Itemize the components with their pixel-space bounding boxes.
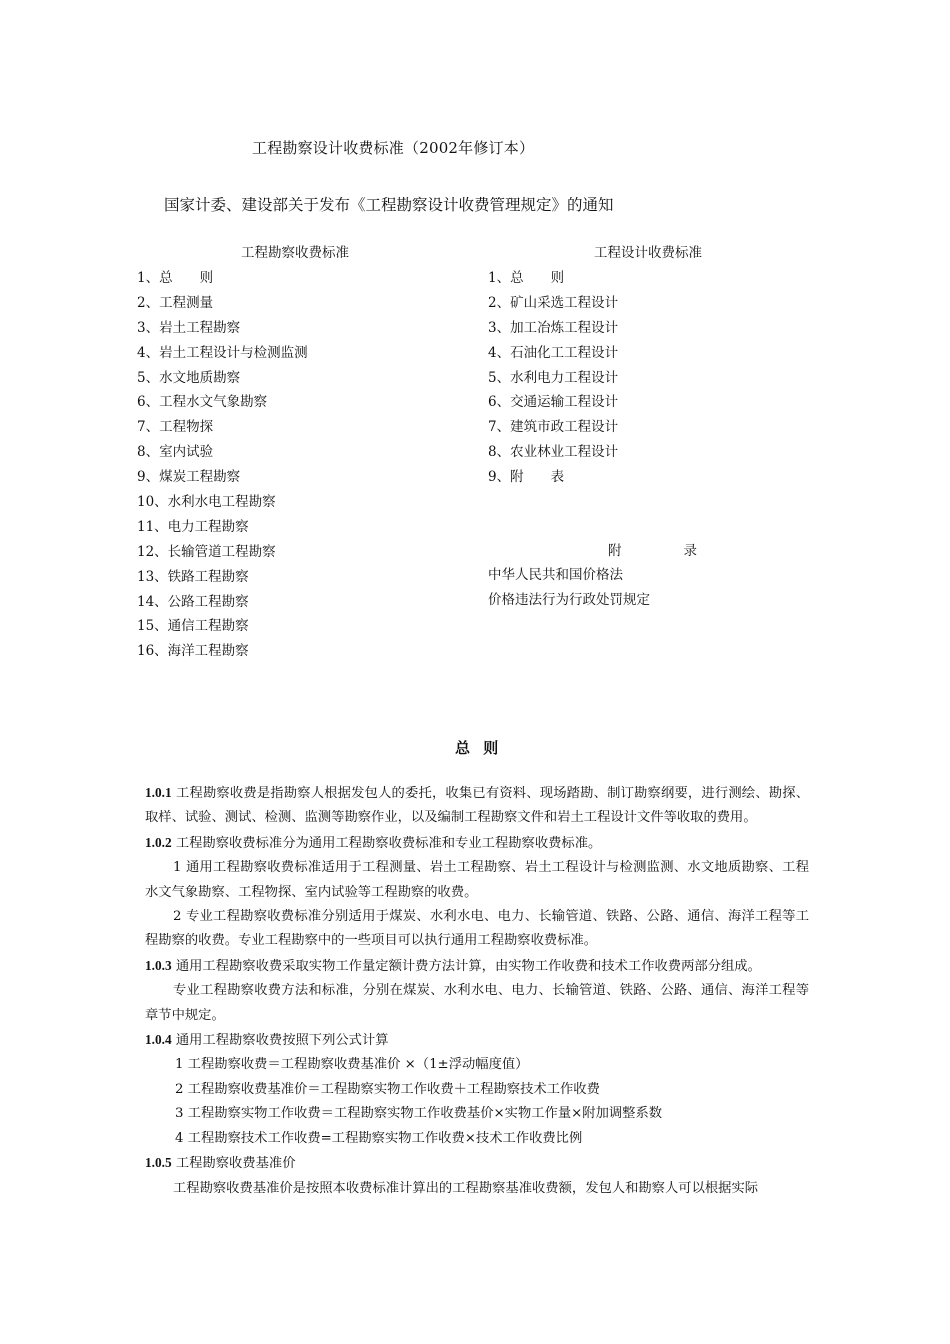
clause-number: 1.0.4 bbox=[145, 1032, 172, 1048]
clause-1-0-3 bbox=[145, 954, 809, 979]
appendix-heading-part: 附 bbox=[608, 543, 622, 559]
toc-item: 9、附 表 bbox=[488, 469, 565, 486]
toc-item: 11、电力工程勘察 bbox=[137, 518, 249, 535]
clause-text: 工程勘察收费是指勘察人根据发包人的委托，收集已有资料、现场踏勘、制订勘察纲要，进行测绘、勘探、取样、试验、测试、检测、监测等勘察作业，以及编制工程勘察文件和岩土工程设计文件等收取的费用。 bbox=[145, 786, 809, 826]
toc-item: 4、岩土工程设计与检测监测 bbox=[137, 344, 308, 361]
clause-number: 1.0.1 bbox=[145, 785, 172, 800]
clause-1-0-4 bbox=[145, 1028, 809, 1053]
toc-item: 10、水利水电工程勘察 bbox=[137, 494, 276, 511]
section-body bbox=[145, 781, 809, 1201]
formula-line: 1 工程勘察收费＝工程勘察收费基准价 ×（1±浮动幅度值） bbox=[175, 1057, 529, 1073]
document-title: 工程勘察设计收费标准（2002年修订本） bbox=[252, 139, 535, 157]
clause-number: 1.0.5 bbox=[145, 1155, 172, 1171]
toc-item: 13、铁路工程勘察 bbox=[137, 568, 249, 585]
toc-survey-heading: 工程勘察收费标准 bbox=[241, 245, 349, 261]
toc-item: 8、农业林业工程设计 bbox=[488, 444, 619, 461]
appendix-list bbox=[488, 563, 650, 613]
toc-item: 15、通信工程勘察 bbox=[137, 618, 249, 635]
clause-paragraph: 2 专业工程勘察收费标准分别适用于煤炭、水利水电、电力、长输管道、铁路、公路、通信、海洋工程等工程勘察的收费。专业工程勘察中的一些项目可以执行通用工程勘察收费标准。 bbox=[145, 909, 809, 949]
toc-item: 14、公路工程勘察 bbox=[137, 593, 249, 610]
document-subtitle: 国家计委、建设部关于发布《工程勘察设计收费管理规定》的通知 bbox=[164, 196, 614, 214]
toc-item: 12、长输管道工程勘察 bbox=[137, 543, 276, 560]
clause-number: 1.0.3 bbox=[145, 957, 172, 973]
clause-1-0-2 bbox=[145, 831, 809, 856]
toc-item: 6、交通运输工程设计 bbox=[488, 394, 619, 411]
clause-text: 通用工程勘察收费按照下列公式计算 bbox=[171, 1033, 389, 1049]
clause-text: 工程勘察收费标准分为通用工程勘察收费标准和专业工程勘察收费标准。 bbox=[171, 835, 602, 851]
clause-1-0-5 bbox=[145, 1151, 809, 1176]
toc-item: 16、海洋工程勘察 bbox=[137, 643, 249, 660]
toc-design-column bbox=[488, 241, 818, 490]
toc-item: 5、水文地质勘察 bbox=[137, 369, 241, 386]
formula-line: 3 工程勘察实物工作收费＝工程勘察实物工作收费基价×实物工作量×附加调整系数 bbox=[175, 1106, 663, 1122]
toc-item: 7、工程物探 bbox=[137, 419, 214, 436]
clause-text: 通用工程勘察收费采取实物工作量定额计费方法计算，由实物工作收费和技术工作收费两部分组成。 bbox=[171, 958, 761, 974]
appendix-item: 中华人民共和国价格法 bbox=[488, 567, 623, 583]
toc-item: 7、建筑市政工程设计 bbox=[488, 419, 619, 436]
toc-item: 3、加工冶炼工程设计 bbox=[488, 319, 619, 336]
toc-item: 1、总 则 bbox=[488, 270, 565, 286]
clause-paragraph: 1 通用工程勘察收费标准适用于工程测量、岩土工程勘察、岩土工程设计与检测监测、水文地质勘察、工程水文气象勘察、工程物探、室内试验等工程勘察的收费。 bbox=[145, 860, 809, 900]
toc-item: 1、总 则 bbox=[137, 270, 214, 286]
appendix-item: 价格违法行为行政处罚规定 bbox=[488, 591, 650, 608]
toc-survey-column bbox=[137, 241, 467, 664]
formula-line: 4 工程勘察技术工作收费=工程勘察实物工作收费×技术工作收费比例 bbox=[175, 1130, 583, 1146]
clause-text: 工程勘察收费基准价 bbox=[171, 1156, 296, 1172]
clause-1-0-1 bbox=[145, 781, 809, 831]
toc-design-heading: 工程设计收费标准 bbox=[594, 245, 702, 261]
toc-item: 4、石油化工工程设计 bbox=[488, 344, 619, 361]
clause-paragraph: 专业工程勘察收费方法和标准，分别在煤炭、水利水电、电力、长输管道、铁路、公路、通信、海洋工程等章节中规定。 bbox=[145, 983, 809, 1023]
toc-item: 6、工程水文气象勘察 bbox=[137, 394, 268, 411]
appendix-heading-part: 录 bbox=[683, 543, 697, 559]
toc-item: 5、水利电力工程设计 bbox=[488, 369, 619, 386]
toc-item: 2、工程测量 bbox=[137, 294, 214, 311]
toc-item: 9、煤炭工程勘察 bbox=[137, 469, 241, 486]
formula-line: 2 工程勘察收费基准价＝工程勘察实物工作收费＋工程勘察技术工作收费 bbox=[175, 1081, 600, 1097]
toc-item: 8、室内试验 bbox=[137, 444, 214, 461]
toc-item: 3、岩土工程勘察 bbox=[137, 319, 241, 336]
section-title: 总 则 bbox=[455, 739, 503, 757]
clause-paragraph: 工程勘察收费基准价是按照本收费标准计算出的工程勘察基准收费额，发包人和勘察人可以根据实际 bbox=[173, 1180, 759, 1196]
toc-item: 2、矿山采选工程设计 bbox=[488, 294, 619, 311]
clause-number: 1.0.2 bbox=[145, 834, 172, 850]
appendix-heading bbox=[608, 539, 697, 564]
